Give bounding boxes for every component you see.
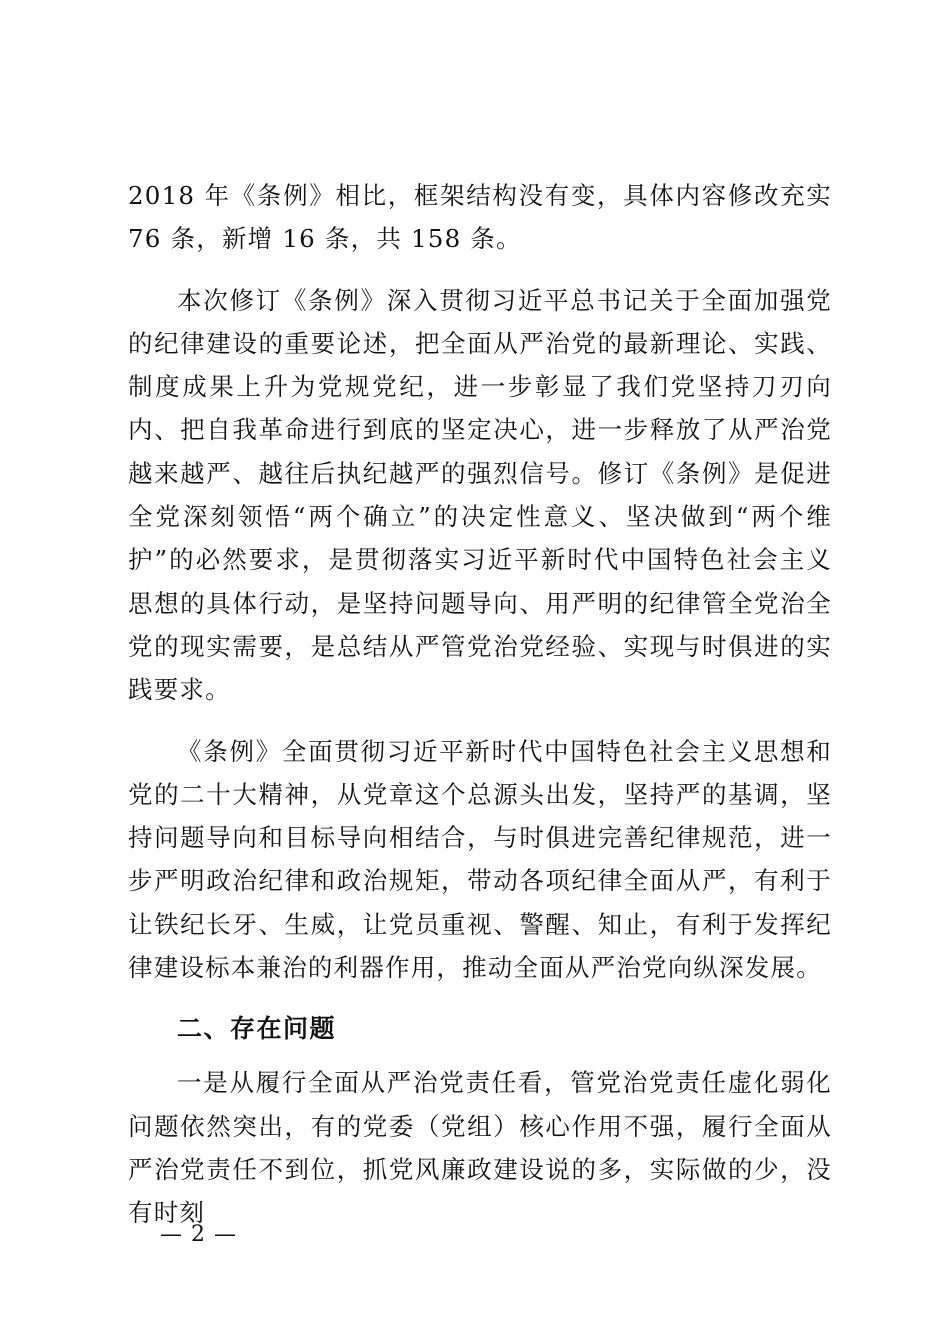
paragraph-regulation-overview: 《条例》全面贯彻习近平新时代中国特色社会主义思想和党的二十大精神，从党章这个总源头出发，坚持严的基调，坚持问题导向和目标导向相结合，与时俱进完善纪律规范，进一步严明政治纪律和政治规矩，带动各项纪律全面从严，有利于让铁纪长牙、生威，让党员重视、警醒、知止，有利于发挥纪律建设标本兼治的利器作用，推动全面从严治党向纵深发展。 — [128, 736, 832, 983]
paragraph-revision-significance: 本次修订《条例》深入贯彻习近平总书记关于全面加强党的纪律建设的重要论述，把全面从严治党的最新理论、实践、制度成果上升为党规党纪，进一步彰显了我们党坚持刀刃向内、把自我革命进行到底的坚定决心，进一步释放了从严治党越来越严、越往后执纪越严的强烈信号。修订《条例》是促进全党深刻领悟“两个确立”的决定性意义、坚决做到“两个维护”的必然要求，是贯彻落实习近平新时代中国特色社会主义思想的具体行动，是坚持问题导向、用严明的纪律管全党治全党的现实需要，是总结从严管党治党经验、实现与时俱进的实践要求。 — [128, 285, 832, 705]
body-text — [128, 174, 832, 1253]
paragraph-existing-problems: 一是从履行全面从严治党责任看，管党治党责任虚化弱化问题依然突出，有的党委（党组）核心作用不强，履行全面从严治党责任不到位，抓党风廉政建设说的多，实际做的少，没有时刻 — [128, 1068, 832, 1228]
paragraph-continued: 2018 年《条例》相比，框架结构没有变，具体内容修改充实 76 条，新增 16 条，共 158 条。 — [128, 181, 832, 254]
section-heading: 二、存在问题 — [177, 1014, 337, 1044]
page-number: — 2 — — [160, 1222, 237, 1247]
